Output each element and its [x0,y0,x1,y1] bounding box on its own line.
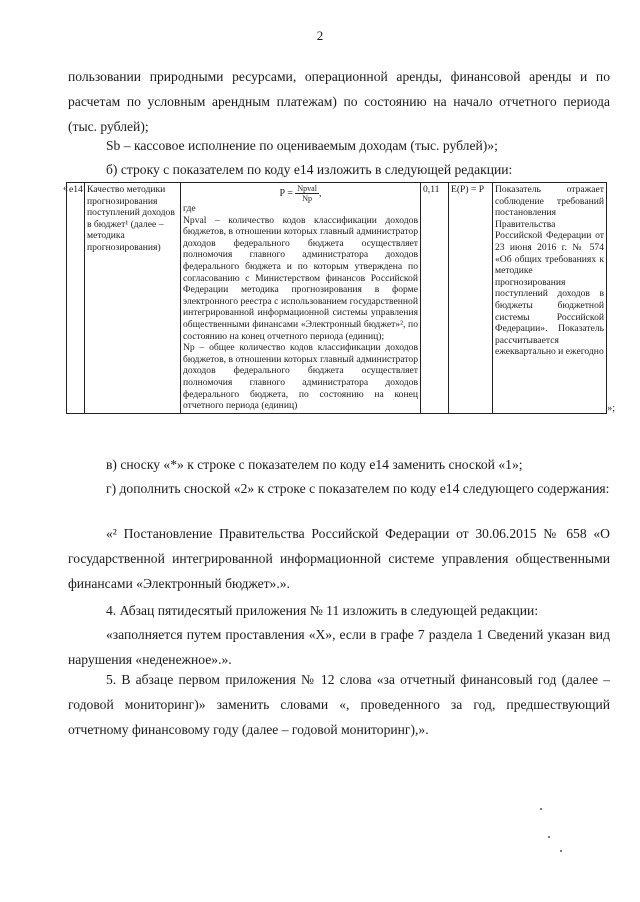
intro-paragraph: пользовании природными ресурсами, операционной аренды, финансовой аренды и по расчетам по условным арендным платежам) по состоянию на начало отчетного периода (тыс. рублей); [68,69,610,134]
definition-np: Np – общее количество кодов классификации доходов бюджетов, в отношении которых главный администратор доходов федерального бюджета осуществляет полномочия главного администратора доходов федерального бюджета, по состоянию на конец отчетного периода (единиц) [183,342,418,412]
indicator-table [66,182,607,414]
definition-npval: Npval – количество кодов классификации доходов бюджетов, в отношении которых главный администратор доходов федерального бюджета осуществляет полномочия главного администратора доходов федерального бюджета и по которым утверждена по согласованию с Министерством финансов Российской Федерации методика прогнозирования в форме электронного реестра с использованием государственной интегрированной информационной системы управления общественными финансами «Электронный бюджет»², по состоянию на конец отчетного периода (единиц); [183,214,418,342]
indicator-name: Качество методики прогнозирования поступлений доходов в бюджет¹ (далее – методика прогнозирования) [85,183,181,414]
indicator-note: Показатель отражает соблюдение требований постановления Правительства Российской Федерации от 23 июня 2016 г. № 574 «Об общих требованиях к методике прогнозирования поступлений доходов в бюджеты бюджетной системы Российской Федерации». Показатель рассчитывается ежеквартально и ежегодно [493,183,607,414]
item-5: 5. В абзаце первом приложения № 12 слова «за отчетный финансовый год (далее – годовой мониторинг)» заменить словами «, проведенного за год, предшествующий отчетному финансовому году (далее – годовой мониторинг),». [68,672,610,737]
scan-speck [560,850,562,852]
formula-comma: , [318,187,322,199]
definition-where: где [183,203,196,214]
item-4-text: «заполняется путем проставления «X», если в графе 7 раздела 1 Сведений указан вид нарушения «неденежное».». [68,627,610,667]
indicator-table-wrapper [63,182,615,414]
item-4: 4. Абзац пятидесятый приложения № 11 изложить в следующей редакции: [106,603,539,618]
table-row [67,183,607,414]
formula-numerator: Npval [297,184,317,193]
formula-denominator: Np [302,194,313,203]
footnote-text: «² Постановление Правительства Российской Федерации от 30.06.2015 № 658 «О государственной интегрированной информационной системе управления общественными финансами «Электронный бюджет».». [68,526,610,591]
item-b: б) строку с показателем по коду е14 изложить в следующей редакции: [106,162,513,177]
indicator-evaluation: E(P) = P [449,183,493,414]
formula-fraction [295,184,319,203]
table-open-quote: « [63,183,68,194]
indicator-formula-cell [181,183,421,414]
indicator-code: е14 [67,183,85,414]
table-close-quote: »; [607,402,615,414]
indicator-weight: 0,11 [421,183,449,414]
formula [183,184,418,203]
sb-definition: Sb – кассовое исполнение по оцениваемым доходам (тыс. рублей)»; [106,138,498,153]
item-v: в) сноску «*» к строке с показателем по коду е14 заменить сноской «1»; [106,457,523,472]
item-g: г) дополнить сноской «2» к строке с показателем по коду е14 следующего содержания: [106,481,610,496]
page-number: 2 [316,28,324,43]
scan-speck [540,808,542,810]
scan-speck [548,836,550,838]
formula-lhs: P = [279,187,293,199]
